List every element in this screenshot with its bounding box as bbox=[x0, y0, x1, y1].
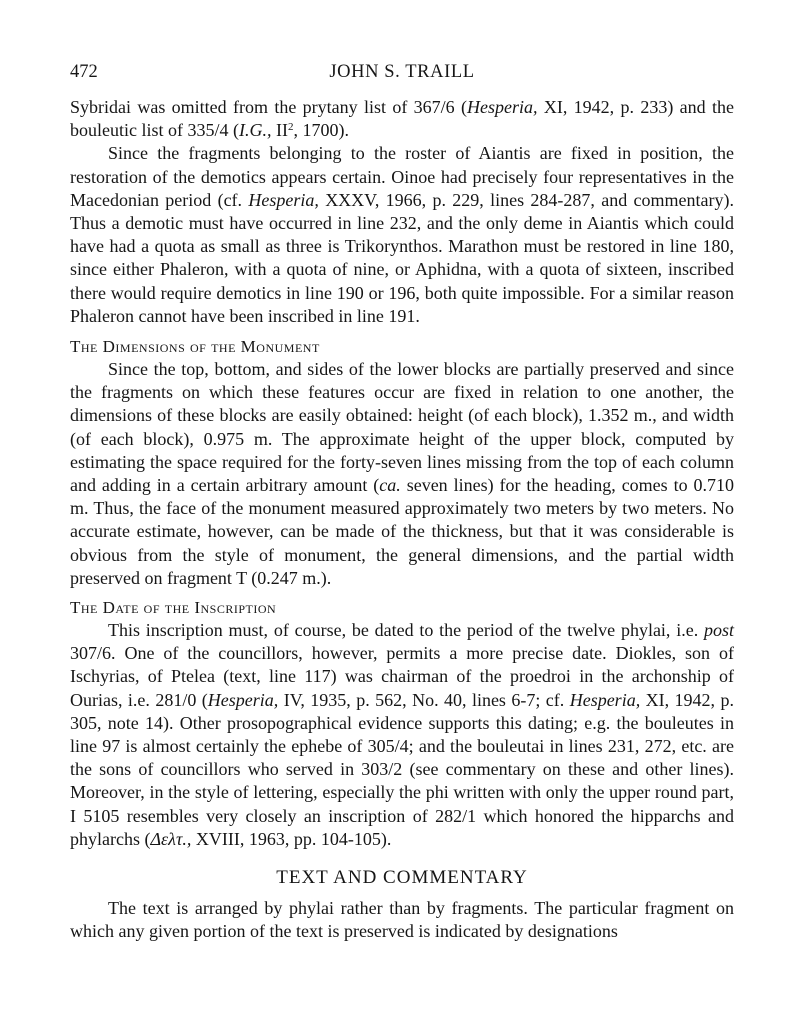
superscript: 2 bbox=[287, 121, 294, 134]
paragraph-aiantis: Since the fragments belonging to the roster of Aiantis are fixed in position, the restoration of the demotics appears certain. Oinoe had precisely four representatives in the Macedonian period (cf. Hesperia, XXXV, 1966, p. 229, lines 284-287, and commentary). Thus a demotic must have occurred in line 232, and the only deme in Aiantis which could have had a quota as small as three is Trikorynthos. Marathon must be restored in line 180, since either Phaleron, with a quota of nine, or Aphidna, with a quota of sixteen, inscribed there would require demotics in line 190 or 196, both quite impossible. For a similar reason Phaleron cannot have been inscribed in line 191. bbox=[70, 143, 734, 326]
paragraph-sybridai: Sybridai was omitted from the prytany list of 367/6 (Hesperia, XI, 1942, p. 233) and the bouleutic list of 335/4 (I.G., $II^2$, 1700). bbox=[70, 97, 734, 141]
section-heading-date: The Date of the Inscription bbox=[70, 598, 277, 618]
paragraph-date: This inscription must, of course, be dated to the period of the twelve phylai, i.e. post 307/6. One of the councillors, however, permits a more precise date. Diokles, son of Ischyrias, of Ptelea (text, line 117) was chairman of the proedroi in the archonship of Ourias, i.e. 281/0 (Hesperia, IV, 1935, p. 562, No. 40, lines 6-7; cf. Hesperia, XI, 1942, p. 305, note 14). Other prosopographical evidence supports this dating; e.g. the bouleutes in line 97 is almost certainly the ephebe of 305/4; and the bouleutai in lines 231, 272, etc. are the sons of councillors who served in 303/2 (see commentary on these and other lines). Moreover, in the style of lettering, especially the phi written with only the upper round part, I 5105 resembles very closely an inscription of 282/1 which honored the hipparchs and phylarchs (Δελτ., XVIII, 1963, pp. 104-105). bbox=[70, 620, 734, 849]
page-number: 472 bbox=[70, 62, 98, 82]
section-heading-text-and-commentary: TEXT AND COMMENTARY bbox=[276, 867, 528, 889]
page-header bbox=[70, 58, 734, 88]
paragraph-dimensions: Since the top, bottom, and sides of the lower blocks are partially preserved and since the fragments on which these features occur are fixed in relation to one another, the dimensions of these blocks are easily obtained: height (of each block), 1.352 m., and width (of each block), 0.975 m. The approximate height of the upper block, computed by estimating the space required for the forty-seven lines missing from the top of each column and adding in a certain arbitrary amount (ca. seven lines) for the heading, comes to 0.710 m. Thus, the face of the monument measured approximately two meters by two meters. No accurate estimate, however, can be made of the thickness, but that it was considerable is obvious from the style of monument, the general dimensions, and the partial width preserved on fragment T (0.247 m.). bbox=[70, 359, 734, 588]
paragraph-text-arrangement: The text is arranged by phylai rather than by fragments. The particular fragment on which any given portion of the text is preserved is indicated by designations bbox=[70, 898, 734, 942]
running-head: JOHN S. TRAILL bbox=[329, 62, 475, 82]
article-body bbox=[70, 96, 734, 944]
section-heading-dimensions: The Dimensions of the Monument bbox=[70, 337, 320, 357]
